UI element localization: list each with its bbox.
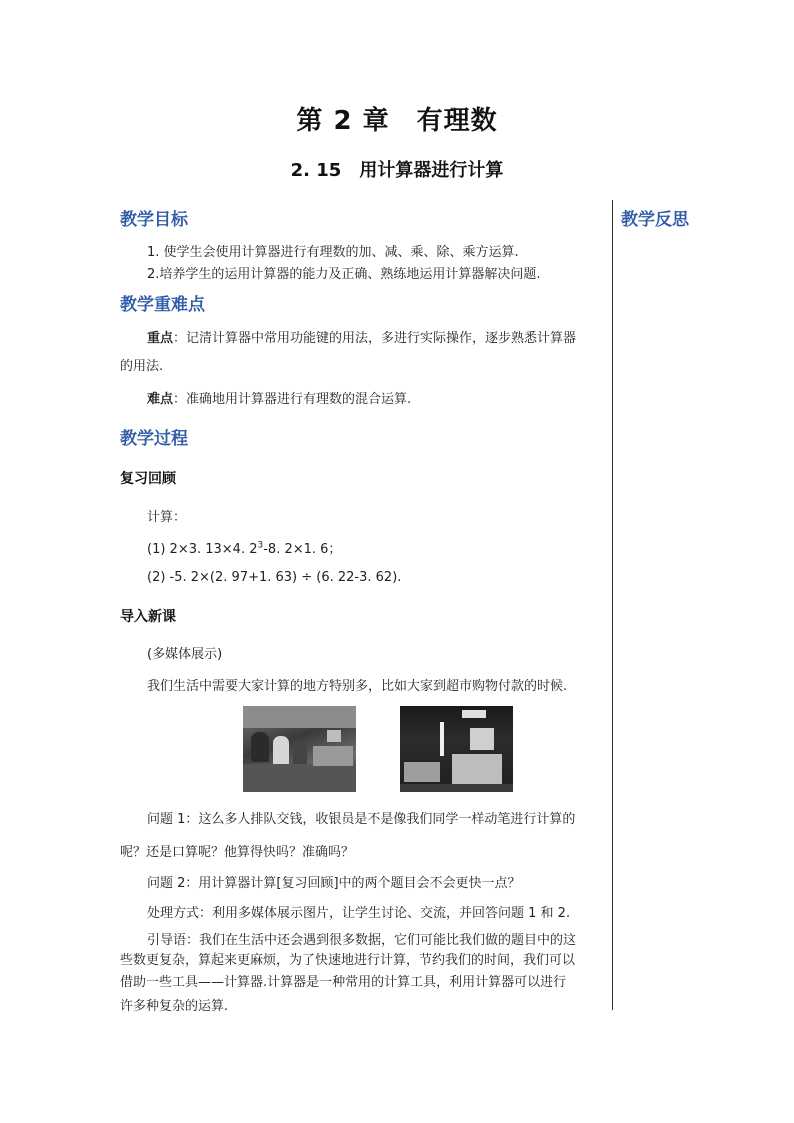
column-divider [612,200,613,1010]
problem-1-main: (1) 2×3. 13×4. 2 [147,542,258,557]
section-title: 2. 15 用计算器进行计算 [290,160,504,181]
intro-heading: 导入新课 [120,609,176,625]
problem-1-tail: -8. 2×1. 6； [263,542,342,557]
objective-item-2: 2.培养学生的运用计算器的能力及正确、熟练地运用计算器解决问题. [147,267,541,282]
focus-line-1 [147,327,576,346]
calc-label: 计算： [147,510,187,525]
focus-text: ：记清计算器中常用功能键的用法，多进行实际操作，逐步熟悉计算器 [173,331,577,346]
question-1-line-2: 呢？还是口算呢？他算得快吗？准确吗？ [120,845,355,860]
problem-1-exponent: 3 [257,540,264,551]
cash-register-photo [400,706,513,792]
focus-line-2: 的用法. [120,359,164,374]
objectives-heading: 教学目标 [120,210,188,230]
review-heading: 复习回顾 [120,471,176,487]
intro-line: 我们生活中需要大家计算的地方特别多，比如大家到超市购物付款的时候. [147,679,568,694]
objective-item-1: 1. 使学生会使用计算器进行有理数的加、减、乘、除、乘方运算. [147,245,519,260]
guide-line-1: 引导语：我们在生活中还会遇到很多数据，它们可能比我们做的题目中的这 [147,933,577,948]
focus-label: 重点 [147,331,174,346]
process-heading: 教学过程 [120,429,188,449]
guide-line-2: 些数更复杂，算起来更麻烦，为了快速地进行计算，节约我们的时间，我们可以 [120,953,576,968]
reflection-heading: 教学反思 [621,210,689,230]
question-1-line-1: 问题 1：这么多人排队交钱，收银员是不是像我们同学一样动笔进行计算的 [147,812,576,827]
multimedia-note: (多媒体展示) [147,647,223,662]
handling-method: 处理方式：利用多媒体展示图片，让学生讨论、交流，并回答问题 1 和 2. [147,906,571,921]
difficulty-label: 难点 [147,392,174,407]
difficulty-line [147,388,411,407]
guide-line-3: 借助一些工具——计算器.计算器是一种常用的计算工具，利用计算器可以进行 [120,975,567,990]
problem-1 [147,538,341,557]
supermarket-checkout-photo [243,706,356,792]
question-2: 问题 2：用计算器计算[复习回顾]中的两个题目会不会更快一点？ [147,876,521,891]
key-points-heading: 教学重难点 [120,295,205,315]
chapter-title: 第 2 章 有理数 [296,106,498,136]
guide-line-4: 许多种复杂的运算. [120,999,229,1014]
difficulty-text: ：准确地用计算器进行有理数的混合运算. [173,392,412,407]
problem-2: (2) -5. 2×(2. 97+1. 63) ÷ (6. 22-3. 62). [147,570,402,585]
